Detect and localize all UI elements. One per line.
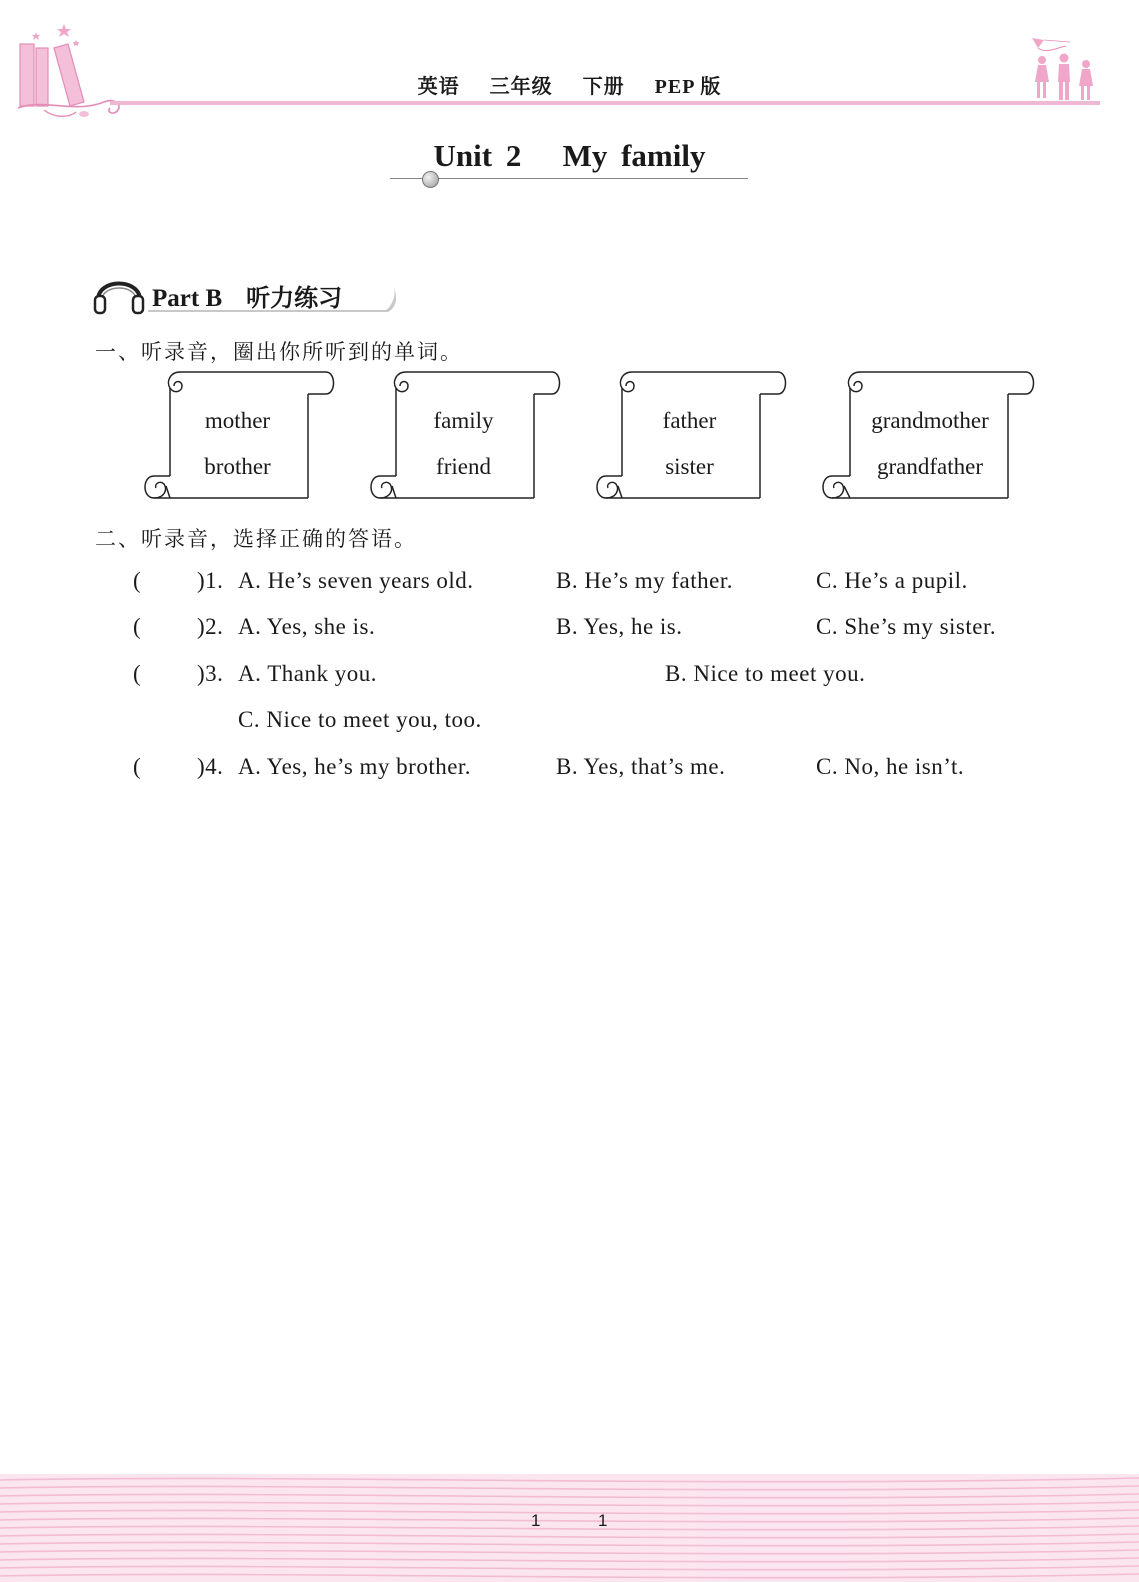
option-c: C. He’s a pupil. [816, 568, 968, 593]
running-header [0, 70, 1139, 99]
option-a: A. Yes, she is. [238, 614, 376, 639]
scroll-word-1: family [433, 408, 494, 433]
option-a: A. Thank you. [238, 661, 377, 686]
scroll-word-2: brother [204, 454, 271, 479]
option-c: C. Nice to meet you, too. [238, 707, 482, 732]
question-row [0, 661, 1139, 691]
question-row [0, 568, 1139, 598]
scroll-frame-icon [592, 368, 792, 503]
scroll-frame-icon [366, 368, 566, 503]
footer-wave-band [0, 1474, 1139, 1582]
scroll-word-1: father [662, 408, 717, 433]
section1-instruction: 一、听录音，圈出你所听到的单词。 [95, 340, 463, 364]
option-a: A. He’s seven years old. [238, 568, 474, 593]
header-grade: 三年级 [489, 76, 553, 98]
section2-instruction: 二、听录音，选择正确的答语。 [95, 527, 417, 551]
header-divider [110, 101, 1100, 105]
answer-bracket-open[interactable]: ( [133, 614, 142, 639]
answer-bracket-open[interactable]: ( [133, 568, 142, 593]
option-b: B. Yes, that’s me. [556, 754, 726, 779]
answer-bracket-open[interactable]: ( [133, 661, 142, 686]
option-c: C. She’s my sister. [816, 614, 997, 639]
unit-title: Unit 2 My family [433, 138, 706, 173]
header-volume: 下册 [582, 76, 625, 98]
option-a: A. Yes, he’s my brother. [238, 754, 472, 779]
page-number-left: 1 [531, 1511, 541, 1530]
scroll-word-1: grandmother [871, 408, 989, 433]
question-number: )4. [197, 754, 224, 779]
scroll-frame-icon [140, 368, 340, 503]
scroll-word-2: grandfather [877, 454, 983, 479]
question-row-continued [0, 707, 1139, 737]
word-scroll [592, 368, 792, 503]
word-scroll [140, 368, 340, 503]
question-number: )3. [197, 661, 224, 686]
title-underline [390, 178, 748, 179]
option-b: B. Yes, he is. [556, 614, 683, 639]
scroll-word-2: friend [436, 454, 491, 479]
word-scroll [366, 368, 566, 503]
headphones-icon [92, 266, 146, 316]
title-bullet-icon [422, 171, 439, 188]
word-scroll [818, 368, 1040, 503]
scroll-word-2: sister [665, 454, 714, 479]
page-number-right: 1 [598, 1511, 608, 1530]
question-number: )2. [197, 614, 224, 639]
scroll-frame-icon [818, 368, 1040, 503]
option-b: B. Nice to meet you. [665, 661, 866, 686]
part-label: Part B [152, 285, 223, 312]
option-c: C. No, he isn’t. [816, 754, 965, 779]
answer-bracket-open[interactable]: ( [133, 754, 142, 779]
part-title [152, 278, 342, 313]
question-row [0, 614, 1139, 644]
scroll-word-1: mother [204, 408, 271, 433]
option-b: B. He’s my father. [556, 568, 733, 593]
part-name: 听力练习 [246, 284, 343, 312]
header-subject: 英语 [417, 76, 460, 98]
question-number: )1. [197, 568, 224, 593]
header-edition: PEP 版 [654, 76, 722, 98]
question-row [0, 754, 1139, 784]
